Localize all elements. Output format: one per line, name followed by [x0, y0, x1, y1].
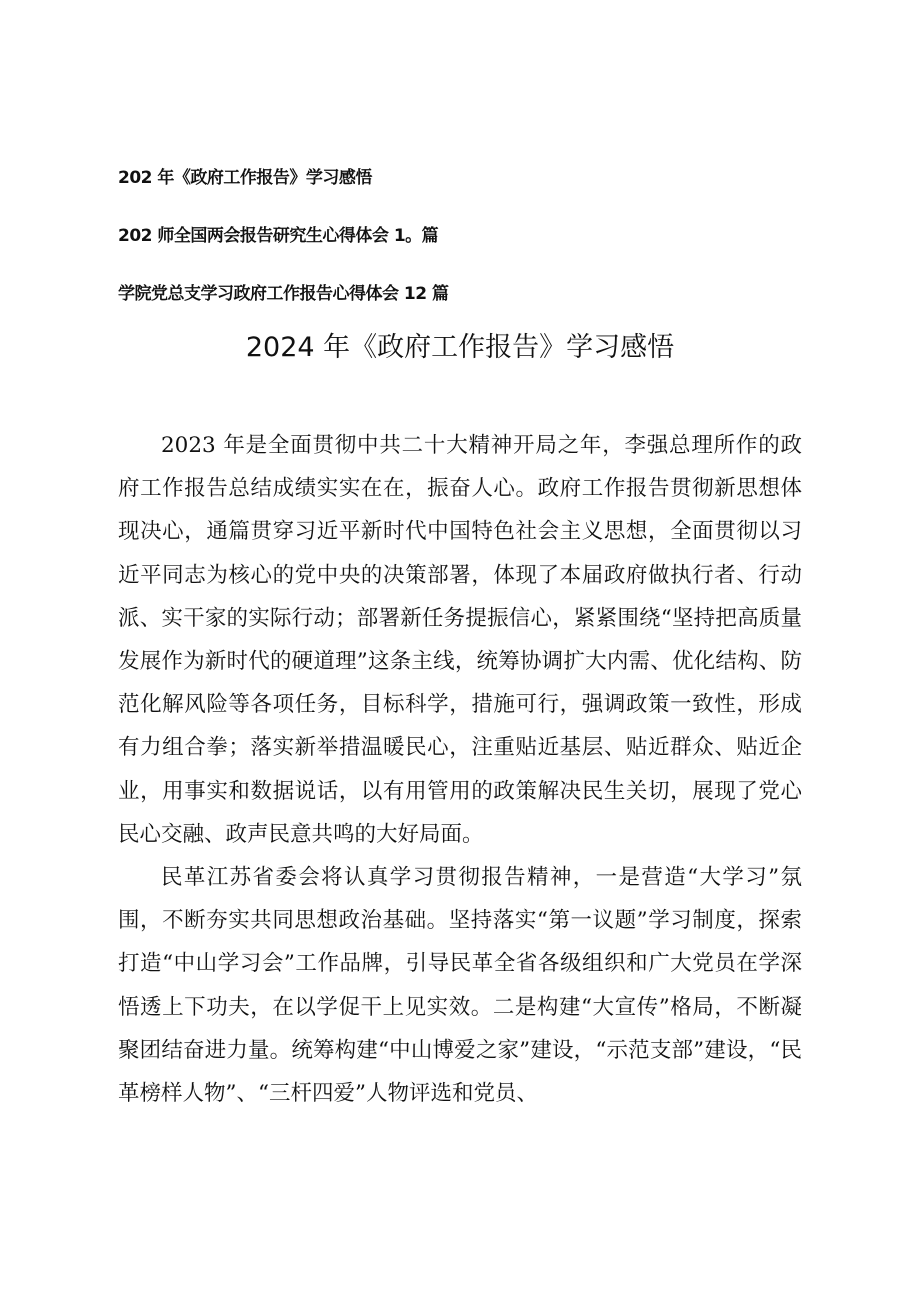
toc-entry-3[interactable]: 学院党总支学习政府工作报告心得体会 12 篇	[118, 284, 449, 304]
body-paragraph-2: 民革江苏省委会将认真学习贯彻报告精神，一是营造“大学习”氛围，不断夯实共同思想政治基础。坚持落实“第一议题”学习制度，探索打造“中山学习会”工作品牌，引导民革全省各级组织和广大党员在学深悟透上下功夫，在以学促干上见实效。二是构建“大宣传”格局，不断凝聚团结奋进力量。统筹构建“中山博爱之家”建设，“示范支部”建设，“民革榜样人物”、“三杆四爱”人物评选和党员、	[118, 865, 802, 1107]
body-paragraph-1: 2023 年是全面贯彻中共二十大精神开局之年，李强总理所作的政府工作报告总结成绩实实在在，振奋人心。政府工作报告贯彻新思想体现决心，通篇贯穿习近平新时代中国特色社会主义思想，全面贯彻以习近平同志为核心的党中央的决策部署，体现了本届政府做执行者、行动派、实干家的实际行动；部署新任务提振信心，紧紧围绕“坚持把高质量发展作为新时代的硬道理”这条主线，统筹协调扩大内需、优化结构、防范化解风险等各项任务，目标科学，措施可行，强调政策一致性，形成有力组合拳；落实新举措温暖民心，注重贴近基层、贴近群众、贴近企业，用事实和数据说话，以有用管用的政策解决民生关切，展现了党心民心交融、政声民意共鸣的大好局面。	[118, 433, 802, 847]
toc-entry-2[interactable]: 202 师全国两会报告研究生心得体会 1。篇	[118, 226, 439, 246]
toc-entry-1[interactable]: 202 年《政府工作报告》学习感悟	[118, 168, 372, 188]
document-title: 2024 年《政府工作报告》学习感悟	[245, 332, 675, 363]
document-body	[118, 424, 802, 1115]
